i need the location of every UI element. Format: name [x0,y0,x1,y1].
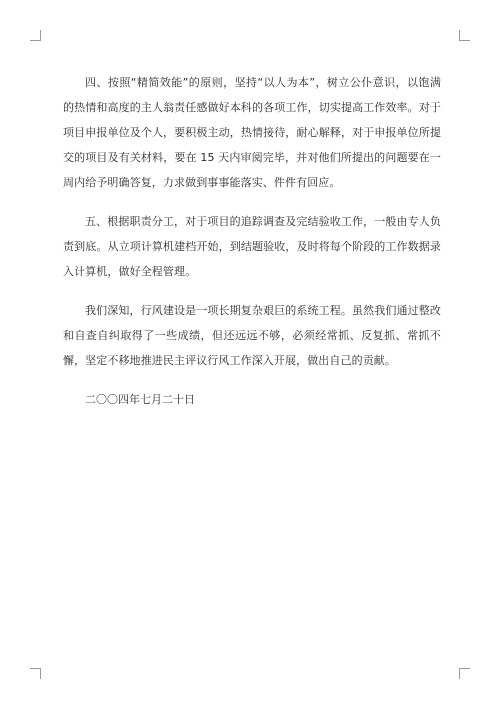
paragraph-four: 四、按照“精简效能”的原则，坚持“以人为本”，树立公仆意识，以饱满的热情和高度的主人翁责任感做好本科的各项工作，切实提高工作效率。对于项目申报单位及个人，要积极主动，热情接待，耐心解释，对于申报单位所提交的项目及有关材料，要在 15 天内审阅完毕，并对他们所提出的问题要在一周内给予明确答复，力求做到事事能落实、件件有回应。 [63,76,441,189]
crop-mark-top-left [30,30,41,41]
crop-mark-top-right [459,30,470,41]
document-date: 二〇〇四年七月二十日 [85,393,195,406]
paragraph-conclusion: 我们深知，行风建设是一项长期复杂艰巨的系统工程。虽然我们通过整改和自查自纠取得了一些成绩，但还远远不够，必须经常抓、反复抓、常抓不懈，坚定不移地推进民主评议行风工作深入开展，做出自己的贡献。 [63,304,441,367]
document-body [63,70,441,412]
paragraph-five: 五、根据职责分工，对于项目的追踪调查及完结验收工作，一般由专人负责到底。从立项计算机建档开始，到结题验收，及时将每个阶段的工作数据录入计算机，做好全程管理。 [63,215,441,278]
crop-mark-bottom-right [459,668,470,679]
crop-mark-bottom-left [30,668,41,679]
